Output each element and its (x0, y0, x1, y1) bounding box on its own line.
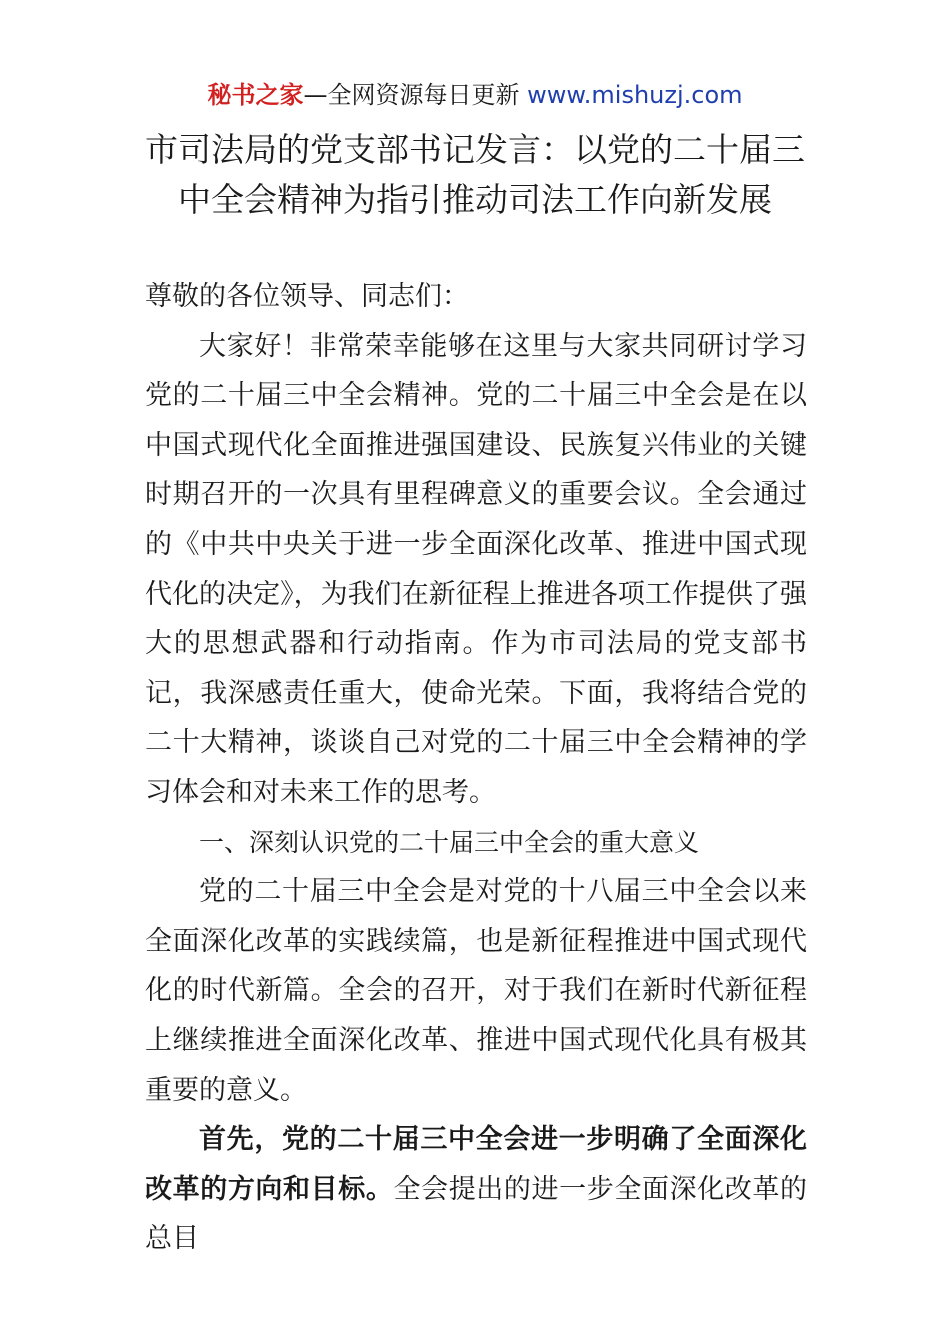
brand-name: 秘书之家 (207, 81, 304, 109)
paragraph-intro: 大家好！非常荣幸能够在这里与大家共同研讨学习党的二十届三中全会精神。党的二十届三中全会是在以中国式现代化全面推进强国建设、民族复兴伟业的关键时期召开的一次具有里程碑意义的重要会议。全会通过的《中共中央关于进一步全面深化改革、推进中国式现代化的决定》，为我们在新征程上推进各项工作提供了强大的思想武器和行动指南。作为市司法局的党支部书记，我深感责任重大，使命光荣。下面，我将结合党的二十大精神，谈谈自己对党的二十届三中全会精神的学习体会和对未来工作的思考。 (145, 330, 807, 808)
first-point-lead: 首先，党的二十届三中全会进一步明确了全面深化改革的方向和目标。 (145, 1124, 807, 1205)
site-header (0, 78, 950, 112)
site-url-link[interactable]: www.mishuzj.com (527, 81, 743, 109)
section-heading-1: 一、深刻认识党的二十届三中全会的重大意义 (199, 827, 700, 857)
document-title (100, 125, 850, 225)
header-tagline: —全网资源每日更新 (303, 81, 520, 109)
paragraph-significance: 党的二十届三中全会是对党的十八届三中全会以来全面深化改革的实践续篇，也是新征程推进中国式现代化的时代新篇。全会的召开，对于我们在新时代新征程上继续推进全面深化改革、推进中国式现代化具有极其重要的意义。 (145, 876, 807, 1106)
title-line-2: 中全会精神为指引推动司法工作向新发展 (178, 180, 772, 219)
title-line-1: 市司法局的党支部书记发言：以党的二十届三 (145, 130, 805, 169)
paragraph-first-point (145, 1115, 807, 1264)
document-body (145, 272, 807, 1264)
first-point-text: 全会提出的进一步全面深化改革的总目 (145, 1173, 808, 1255)
salutation: 尊敬的各位领导、同志们： (145, 281, 469, 312)
